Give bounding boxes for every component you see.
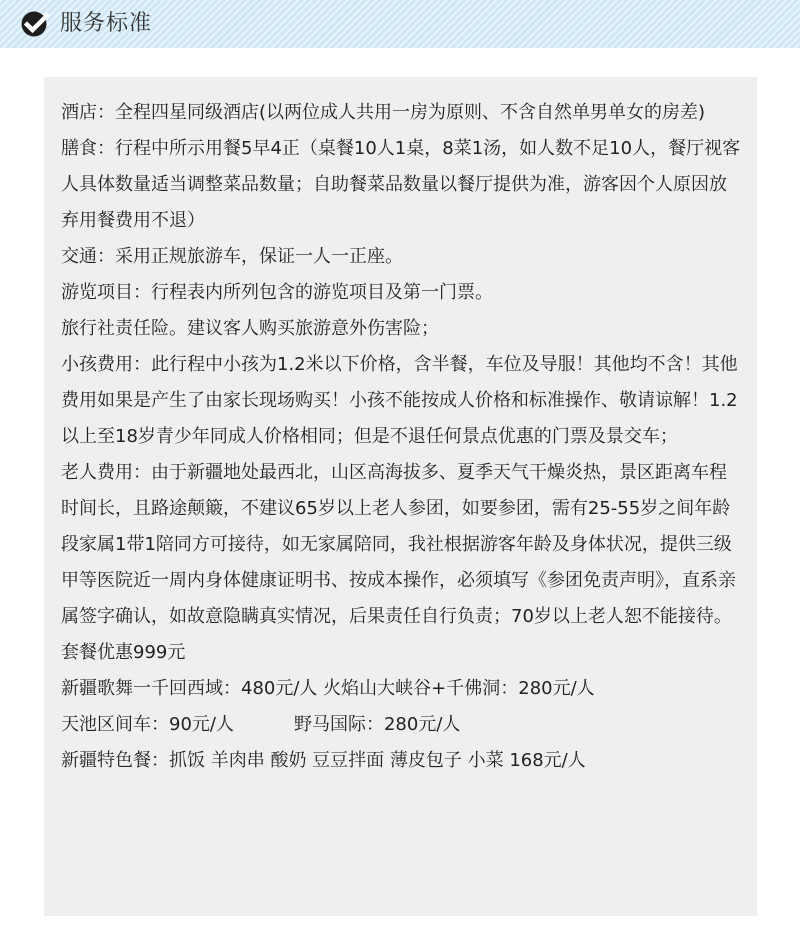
package-item-wild-horse: 野马国际：280元/人	[293, 714, 461, 735]
package-item-tianchi-shuttle: 天池区间车：90元/人	[61, 714, 234, 735]
package-item-xinjiang-dance: 新疆歌舞一千回西域：480元/人	[61, 678, 318, 699]
check-circle-icon	[20, 10, 54, 38]
transport-text: 交通：采用正规旅游车，保证一人一正座。	[61, 246, 403, 267]
package-line-2	[61, 707, 741, 743]
service-standard-panel	[44, 77, 757, 916]
sightseeing-text: 游览项目：行程表内所列包含的游览项目及第一门票。	[61, 282, 493, 303]
children-fee-text: 小孩费用：此行程中小孩为1.2米以下价格，含半餐，车位及导服！其他均不含！其他费用如果是产生了由家长现场购买！小孩不能按成人价格和标准操作、敬请谅解！1.2以上至18岁青少年同成人价格相同；但是不退任何景点优惠的门票及景交车；	[61, 354, 738, 447]
elderly-fee-text: 老人费用：由于新疆地处最西北，山区高海拔多、夏季天气干燥炎热，景区距离车程时间长，且路途颠簸，不建议65岁以上老人参团，如要参团，需有25-55岁之间年龄段家属1带1陪同方可接待，如无家属陪同，我社根据游客年龄及身体状况，提供三级甲等医院近一周内身体健康证明书、按成本操作，必须填写《参团免责声明》，直系亲属签字确认，如故意隐瞒真实情况，后果责任自行负责；70岁以上老人恕不能接待。	[61, 462, 736, 627]
section-header	[0, 0, 800, 48]
package-item-flaming-mountain: 火焰山大峡谷+千佛洞：280元/人	[323, 678, 595, 699]
section-title: 服务标准	[60, 11, 153, 36]
package-line-1	[61, 671, 741, 707]
package-line-3: 新疆特色餐：抓饭 羊肉串 酸奶 豆豆拌面 薄皮包子 小菜 168元/人	[61, 750, 586, 771]
package-title: 套餐优惠999元	[61, 642, 186, 663]
hotel-text: 酒店：全程四星同级酒店(以两位成人共用一房为原则、不含自然单男单女的房差)	[61, 102, 706, 123]
insurance-text: 旅行社责任险。建议客人购买旅游意外伤害险；	[61, 318, 439, 339]
meals-text: 膳食：行程中所示用餐5早4正（桌餐10人1桌，8菜1汤，如人数不足10人，餐厅视客人具体数量适当调整菜品数量；自助餐菜品数量以餐厅提供为准，游客因个人原因放弃用餐费用不退）	[61, 138, 741, 231]
